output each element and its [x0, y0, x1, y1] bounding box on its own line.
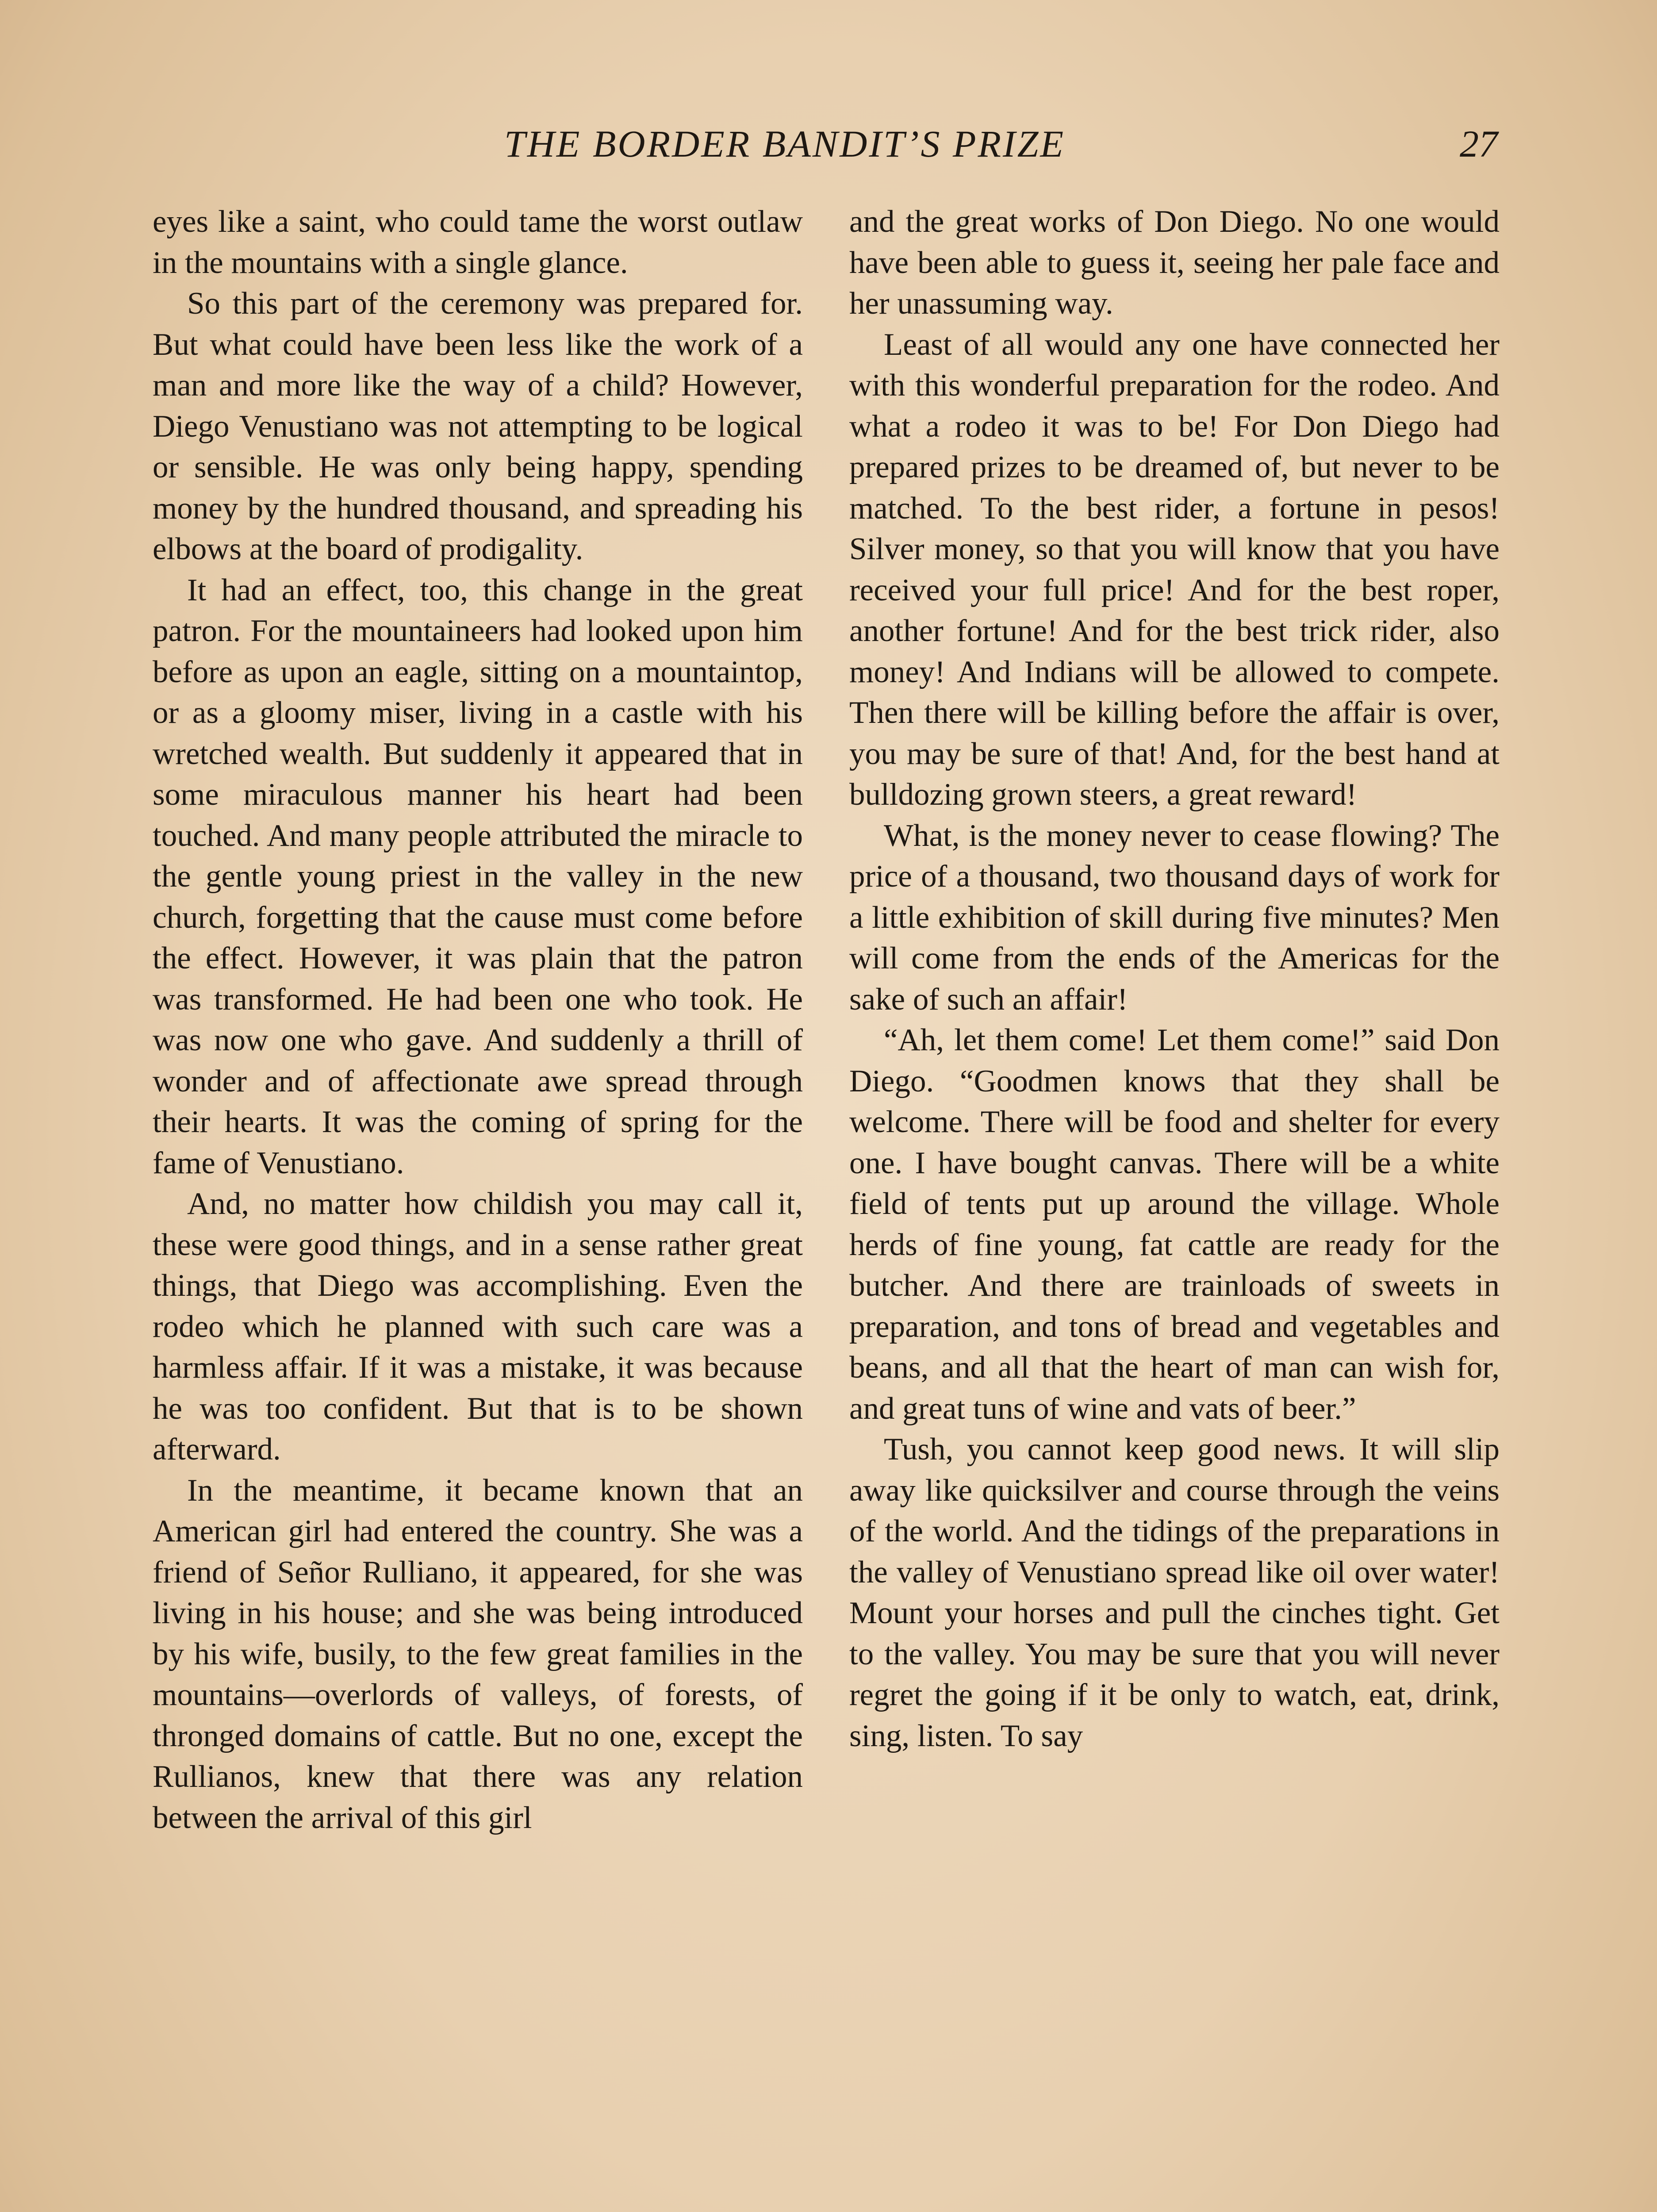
paragraph: and the great works of Don Diego. No one would have been able to guess it, seeing her pale face and her unassuming way.: [849, 204, 1500, 321]
paragraph: So this part of the ceremony was prepared for. But what could have been less like the work of a man and more like the way of a child? However, Diego Venustiano was not attempting to be logical or sensible. He was only being happy, spending money by the hundred thousand, and spreading his elbows at the board of prodigality.: [153, 286, 803, 566]
right-column: [849, 201, 1500, 1756]
left-column: [153, 201, 803, 1838]
paragraph: What, is the money never to cease flowing? The price of a thousand, two thousand days of work for a little exhibition of skill during five minutes? Men will come from the ends of the Americas for the sake of such an affair!: [849, 818, 1500, 1017]
page-number: 27: [1460, 123, 1498, 165]
paragraph: In the meantime, it became known that an American girl had entered the country. She was a friend of Señor Rulliano, it appeared, for she was living in his house; and she was being introduced by his wife, busily, to the few great families in the mountains—overlords of valleys, of forests, of thronged domains of cattle. But no one, except the Rullianos, knew that there was any relation between the arrival of this girl: [153, 1473, 803, 1835]
paragraph: eyes like a saint, who could tame the worst outlaw in the mountains with a single glance.: [153, 204, 803, 280]
paragraph: It had an effect, too, this change in the great patron. For the mountaineers had looked upon him before as upon an eagle, sitting on a mountaintop, or as a gloomy miser, living in a castle with his wretched wealth. But suddenly it appeared that in some miraculous manner his heart had been touched. And many people attributed the miracle to the gentle young priest in the valley in the new church, forgetting that the cause must come before the effect. However, it was plain that the patron was transformed. He had been one who took. He was now one who gave. And suddenly a thrill of wonder and of affectionate awe spread through their hearts. It was the coming of spring for the fame of Venustiano.: [153, 572, 803, 1180]
paragraph: Tush, you cannot keep good news. It will slip away like quicksilver and course through the veins of the world. And the tidings of the preparations in the valley of Venustiano spread like oil over water! Mount your horses and pull the cinches tight. Get to the valley. You may be sure that you will never regret the going if it be only to watch, eat, drink, sing, listen. To say: [849, 1432, 1500, 1753]
running-title: THE BORDER BANDIT’S PRIZE: [504, 123, 1066, 165]
paragraph: And, no matter how childish you may call it, these were good things, and in a sense rather great things, that Diego was accomplishing. Even the rodeo which he planned with such care was a harmless affair. If it was a mistake, it was because he was too confident. But that is to be shown afterward.: [153, 1187, 803, 1467]
paragraph: Least of all would any one have connected her with this wonderful preparation for the rodeo. And what a rodeo it was to be! For Don Diego had prepared prizes to be dreamed of, but never to be matched. To the best rider, a fortune in pesos! Silver money, so that you will know that you have received your full price! And for the best roper, another fortune! And for the best trick rider, also money! And Indians will be allowed to compete. Then there will be killing before the affair is over, you may be sure of that! And, for the best hand at bulldozing grown steers, a great reward!: [849, 327, 1500, 812]
running-header: [0, 119, 1657, 168]
paragraph: “Ah, let them come! Let them come!” said Don Diego. “Goodmen knows that they shall be welcome. There will be food and shelter for every one. I have bought canvas. There will be a white field of tents put up around the village. Whole herds of fine young, fat cattle are ready for the butcher. And there are trainloads of sweets in preparation, and tons of bread and vegetables and beans, and all that the heart of man can wish for, and great tuns of wine and vats of beer.”: [849, 1023, 1500, 1426]
